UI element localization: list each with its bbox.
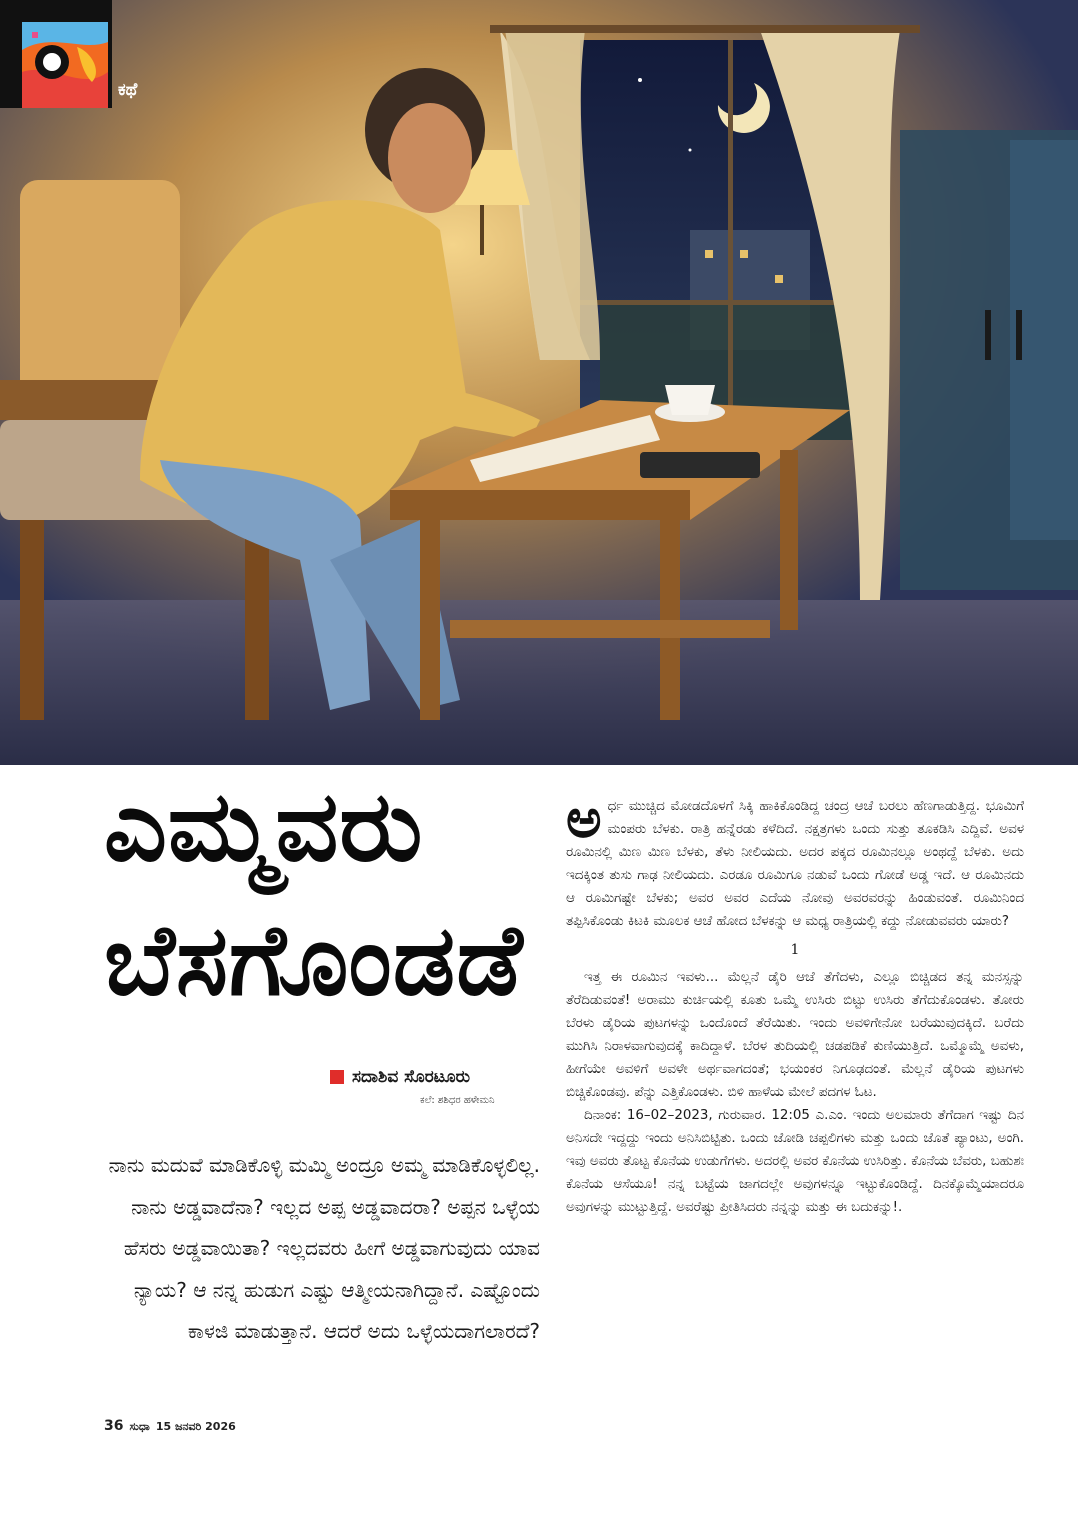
story-title-line-1: ಎಮ್ಮವರು	[104, 770, 424, 884]
story-paragraph-3: ದಿನಾಂಕ: 16–02–2023, ಗುರುವಾರ. 12:05 ಎ.ಎಂ. ಇಂದು ಅಲಮಾರು ತೆಗೆದಾಗ ಇಷ್ಟು ದಿನ ಅನಿಸದೇ ಇದ್ದದ್ದು ಇಂದು ಅನಿಸಿಬಿಟ್ಟಿತು. ಒಂದು ಜೋಡಿ ಚಪ್ಪಲಿಗಳು ಮತ್ತು ಒಂದು ಜೊತೆ ಪ್ಯಾಂಟು, ಅಂಗಿ. ಇವು ಅವರು ತೊಟ್ಟ ಕೊನೆಯ ಉಡುಗೆಗಳು. ಅದರಲ್ಲಿ ಅವರ ಕೊನೆಯ ಉಸಿರಿತ್ತು. ಕೊನೆಯ ಬೆವರು, ಬಹುಶಃ ಕೊನೆಯ ಆಸೆಯೂ! ನನ್ನ ಬಟ್ಟೆಯ ಜಾಗದಲ್ಲೇ ಅವುಗಳನ್ನೂ ಇಟ್ಟುಕೊಂಡಿದ್ದೆ. ದಿನಕ್ಕೊಮ್ಮೆಯಾದರೂ ಅವುಗಳನ್ನು ಮುಟ್ಟುತ್ತಿದ್ದೆ. ಅವರೆಷ್ಟು ಪ್ರೀತಿಸಿದರು ನನ್ನನ್ನು ಮತ್ತು ಈ ಬದುಕನ್ನು!.	[566, 1108, 1024, 1215]
drop-cap: ಅ	[566, 787, 602, 850]
story-body-column	[566, 787, 1024, 1219]
story-title-line-2: ಬೆಸಗೊಂಡಡೆ	[104, 904, 524, 1018]
section-label: ಕಥೆ	[118, 80, 138, 100]
section-number: 1	[790, 942, 800, 958]
author-name: ಸದಾಶಿವ ಸೊರಟೂರು	[352, 1067, 471, 1087]
story-paragraph-1	[566, 787, 1024, 933]
artist-credit: ಕಲೆ: ಶಶಿಧರ ಹಳೇಮನಿ	[420, 1095, 495, 1106]
issue-date: 15 ಜನವರಿ 2026	[155, 1420, 236, 1433]
pull-quote: ನಾನು ಮದುವೆ ಮಾಡಿಕೊಳ್ಳಿ ಮಮ್ಮಿ ಅಂದ್ರೂ ಅಮ್ಮ ಮಾಡಿಕೊಳ್ಳಲಿಲ್ಲ. ನಾನು ಅಡ್ಡವಾದೆನಾ? ಇಲ್ಲದ ಅಪ್ಪ ಅಡ್ಡವಾದರಾ? ಅಪ್ಪನ ಒಳ್ಳೆಯ ಹೆಸರು ಅಡ್ಡವಾಯಿತಾ? ಇಲ್ಲದವರು ಹೀಗೆ ಅಡ್ಡವಾಗುವುದು ಯಾವ ನ್ಯಾಯ? ಆ ನನ್ನ ಹುಡುಗ ಎಷ್ಟು ಆತ್ಮೀಯನಾಗಿದ್ದಾನೆ. ಎಷ್ಟೊಂದು ಕಾಳಜಿ ಮಾಡುತ್ತಾನೆ. ಆದರೆ ಅದು ಒಳ್ಳೆಯದಾಗಲಾರದೆ?	[108, 1153, 540, 1343]
magazine-section-logo	[22, 22, 108, 108]
page-number: 36	[104, 1418, 124, 1434]
byline-marker-square	[330, 1070, 344, 1084]
author-byline	[330, 1067, 470, 1087]
page-footer	[104, 1418, 236, 1434]
story-paragraph-1-text: ರ್ಧ ಮುಚ್ಚಿದ ಮೋಡದೊಳಗೆ ಸಿಕ್ಕಿ ಹಾಕಿಕೊಂಡಿದ್ದ ಚಂದ್ರ ಆಚೆ ಬರಲು ಹೆಣಗಾಡುತ್ತಿದ್ದ. ಭೂಮಿಗೆ ಮಂಪರು ಬೆಳಕು. ರಾತ್ರಿ ಹನ್ನೆರಡು ಕಳೆದಿದೆ. ನಕ್ಷತ್ರಗಳು ಒಂದು ಸುತ್ತು ತೂಕಡಿಸಿ ಎದ್ದಿವೆ. ಅವಳ ರೂಮಿನಲ್ಲಿ ಮಿಣ ಮಿಣ ಬೆಳಕು, ತೆಳು ನೀಲಿಯದು. ಅದರ ಪಕ್ಕದ ರೂಮಿನಲ್ಲೂ ಅಂಥದ್ದೆ ಬೆಳಕು. ಅದು ಇದಕ್ಕಿಂತ ತುಸು ಗಾಢ ನೀಲಿಯದು. ಎರಡೂ ರೂಮಿಗೂ ನಡುವೆ ಒಂದು ಗೋಡೆ ಅಡ್ಡ ಇದೆ. ಆ ರೂಮಿನದು ಆ ರೂಮಿಗಷ್ಟೇ ಬೆಳಕು; ಅವರ ಅವರ ಎದೆಯ ನೋವು ಅವರವರನ್ನು ಹಿಂಡುವಂತೆ. ರೂಮಿನಿಂದ ತಪ್ಪಿಸಿಕೊಂಡು ಕಿಟಕಿ ಮೂಲಕ ಆಚೆ ಹೋದ ಬೆಳಕನ್ನು ಆ ಮಧ್ಯ ರಾತ್ರಿಯಲ್ಲಿ ಕದ್ದು ನೋಡುವವರು ಯಾರು?	[566, 799, 1024, 929]
story-paragraph-2: ಇತ್ತ ಈ ರೂಮಿನ ಇವಳು... ಮೆಲ್ಲನೆ ಡೈರಿ ಆಚೆ ತೆಗೆದಳು, ಎಲ್ಲೂ ಬಿಚ್ಚಿಡದ ತನ್ನ ಮನಸ್ಸನ್ನು ತೆರೆದಿಡುವಂತೆ! ಅರಾಮು ಕುರ್ಚಿಯಲ್ಲಿ ಕೂತು ಒಮ್ಮೆ ಉಸಿರು ಬಿಟ್ಟು ಉಸಿರು ತೆಗೆದುಕೊಂಡಳು. ತೋರು ಬೆರಳು ಡೈರಿಯ ಪುಟಗಳನ್ನು ಒಂದೊಂದೆ ತೆರೆಯಿತು. ಇಂದು ಅವಳಿಗೇನೋ ಬರೆಯುವುದಕ್ಕಿದೆ. ಬರೆದು ಮುಗಿಸಿ ನಿರಾಳವಾಗುವುದಕ್ಕೆ ಕಾದಿದ್ದಾಳೆ. ಬೆರಳ ತುದಿಯಲ್ಲಿ ಚಡಪಡಿಕೆ ಕುಣಿಯುತ್ತಿದೆ. ಒಮ್ಮೊಮ್ಮೆ ಅವಳು, ಹೀಗೆಯೇ ಅವಳಿಗೆ ಅವಳೇ ಅರ್ಥವಾಗದಂತೆ; ಭಯಂಕರ ನಿಗೂಢದಂತೆ. ಮೆಲ್ಲನೆ ಡೈರಿಯ ಪುಟಗಳು ಬಿಚ್ಚಿಕೊಂಡವು. ಪೆನ್ನು ಎತ್ತಿಕೊಂಡಳು. ಬಿಳಿ ಹಾಳೆಯ ಮೇಲೆ ಪದಗಳ ಓಟ.	[566, 970, 1024, 1100]
section-logo-background	[0, 0, 112, 108]
magazine-name: ಸುಧಾ	[129, 1420, 150, 1433]
story-title	[104, 760, 574, 1028]
